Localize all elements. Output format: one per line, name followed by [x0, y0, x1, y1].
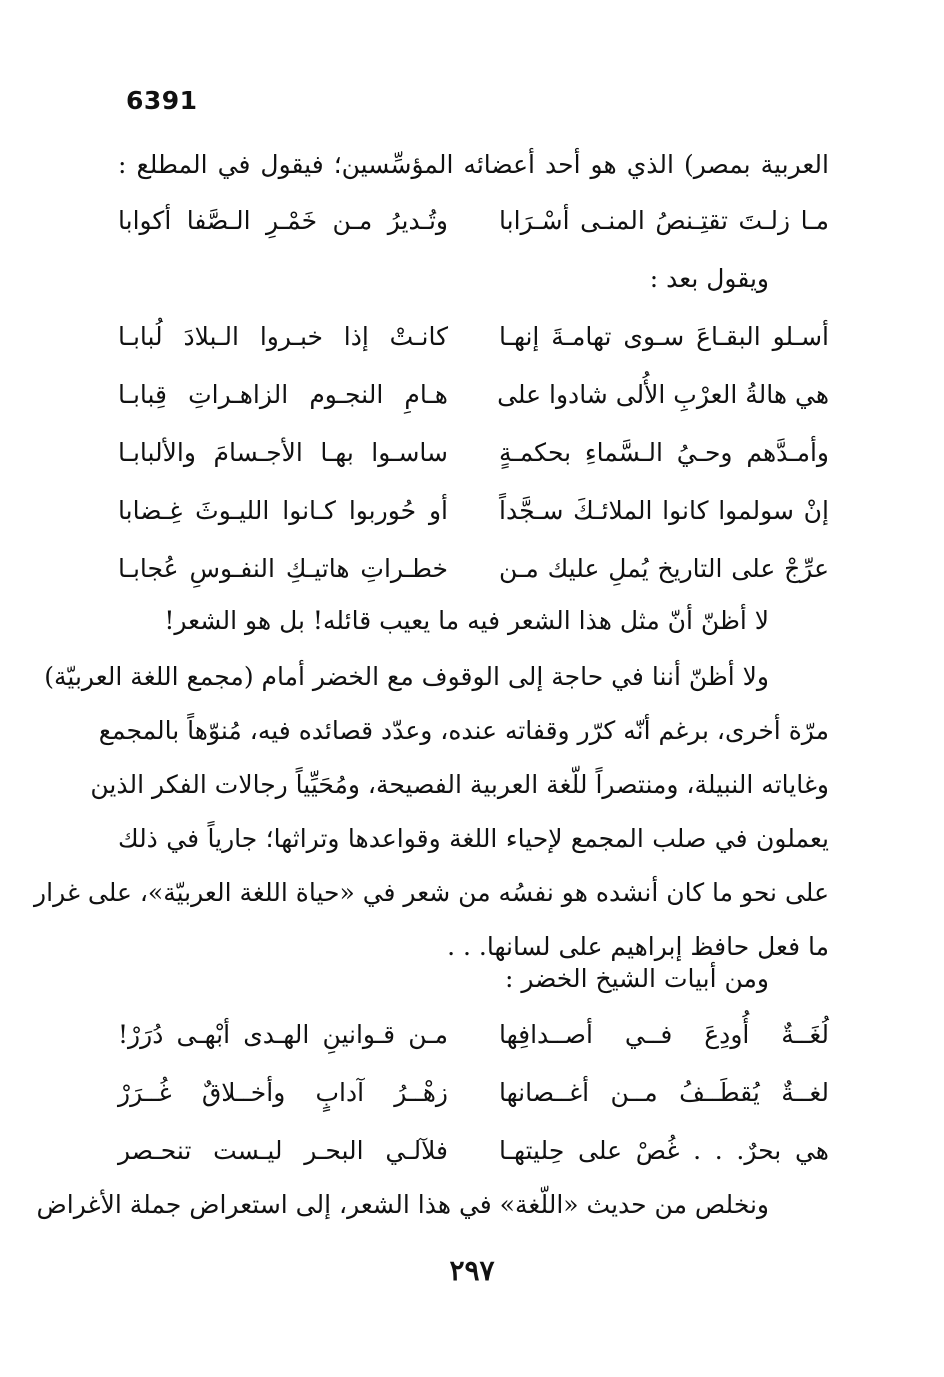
- verse-line: [118, 368, 829, 422]
- paragraph-line: ما فعل حافظ إبراهيم على لسانها. . .: [447, 932, 829, 961]
- verse-first-hemistich: وأمـدَّهم وحـيُ الـسَّماءِ بحكمـةٍ: [499, 438, 829, 467]
- verse-first-hemistich: أسـلو البقـاعَ سـوى تهامـةَ إنهـا: [499, 322, 829, 351]
- verse-first-hemistich: مـا زلـتَ تقتِـنصُ المنـى أسْـرَابا: [499, 206, 829, 235]
- verse-line: [118, 542, 829, 596]
- page-id: 6391: [126, 86, 198, 115]
- verse-line: [118, 1008, 829, 1062]
- paragraph-line: وغاياته النبيلة، ومنتصراً للّغة العربية الفصيحة، ومُحَيِّياً رجالات الفكر الذين: [90, 770, 829, 799]
- verse-second-hemistich: كانـتْ إذا خبـروا الـبلادَ لُبابـا: [118, 322, 448, 351]
- verse-first-hemistich: عرِّجْ على التاريخ يُملِ عليك مـن: [499, 554, 829, 583]
- page-number: ٢٩٧: [449, 1254, 495, 1287]
- verses-intro-block: [118, 952, 829, 1006]
- verse-second-hemistich: مـن قـوانينِ الهـدى أبْهـى دُرَرْ!: [118, 1020, 448, 1049]
- verse-line: [118, 426, 829, 480]
- paragraph-line: على نحو ما كان أنشده هو نفسُه من شعر في «حياة اللغة العربيّة»، على غرار: [34, 878, 829, 907]
- body-paragraph: [34, 650, 829, 974]
- verse-second-hemistich: زهْــرُ آدابٍ وأخــلاقٌ غُــرَرْ: [118, 1078, 448, 1107]
- closing-line: ونخلص من حديث «اللّغة» في هذا الشعر، إلى استعراض جملة الأغراض: [36, 1190, 769, 1219]
- verse-first-hemistich: إنْ سولموا كانوا الملائـكَ سـجَّداً: [499, 496, 829, 525]
- verse-first-hemistich: هي هالةُ العرْبِ الأُلى شادوا على: [497, 380, 829, 409]
- verse-second-hemistich: خطـراتِ هاتيـكِ النفـوسِ عُجابـا: [118, 554, 448, 583]
- verse-second-hemistich: وتُـديرُ مـن خَمْـرِ الـصَّفا أكوابا: [118, 206, 448, 235]
- comment-line: لا أظنّ أنّ مثل هذا الشعر فيه ما يعيب قائله! بل هو الشعر!: [164, 606, 769, 635]
- verse-second-hemistich: ساسـوا بهـا الأجـسامَ والألبابـا: [118, 438, 448, 467]
- verse-line: [118, 484, 829, 538]
- closing-block: [36, 1178, 829, 1232]
- verse-line: [118, 310, 829, 364]
- after-label: ويقول بعد :: [649, 264, 769, 293]
- intro-line: العربية بمصر) الذي هو أحد أعضائه المؤسِّسين؛ فيقول في المطلع :: [118, 150, 829, 179]
- verses-intro: ومن أبيات الشيخ الخضر :: [504, 964, 769, 993]
- intro-line-block: [118, 138, 829, 192]
- verse-second-hemistich: هـامِ النجـوم الزاهـراتِ قِبابـا: [118, 380, 448, 409]
- verse-second-hemistich: أو حُوربوا كـانوا الليـوثَ غِـضابا: [118, 496, 448, 525]
- verse-first-hemistich: لُغَــةٌ أُودِعَ فــي أصــدافِها: [499, 1020, 829, 1049]
- verse-first-hemistich: هي بحرٌ. . . غُصْ على حِليتهـا: [499, 1136, 829, 1165]
- verse-first-hemistich: لغــةٌ يُقطَــفُ مــن أغــصانها: [499, 1078, 829, 1107]
- verse-line: [118, 1124, 829, 1178]
- paragraph-line: ولا أظنّ أننا في حاجة إلى الوقوف مع الخضر أمام (مجمع اللغة العربيّة): [44, 662, 769, 691]
- paragraph-line: يعملون في صلب المجمع لإحياء اللغة وقواعدها وتراثها؛ جارياً في ذلك: [118, 824, 829, 853]
- verse-second-hemistich: فلآلـي البحـر ليـست تنحـصر: [118, 1136, 448, 1165]
- comment-block: [118, 594, 829, 648]
- verse-line: [118, 1066, 829, 1120]
- paragraph-line: مرّة أخرى، برغم أنّه كرّر وقفاته عنده، وعدّد قصائده فيه، مُنوّهاً بالمجمع: [98, 716, 829, 745]
- opening-verse: [118, 194, 829, 248]
- after-label-block: [118, 252, 829, 306]
